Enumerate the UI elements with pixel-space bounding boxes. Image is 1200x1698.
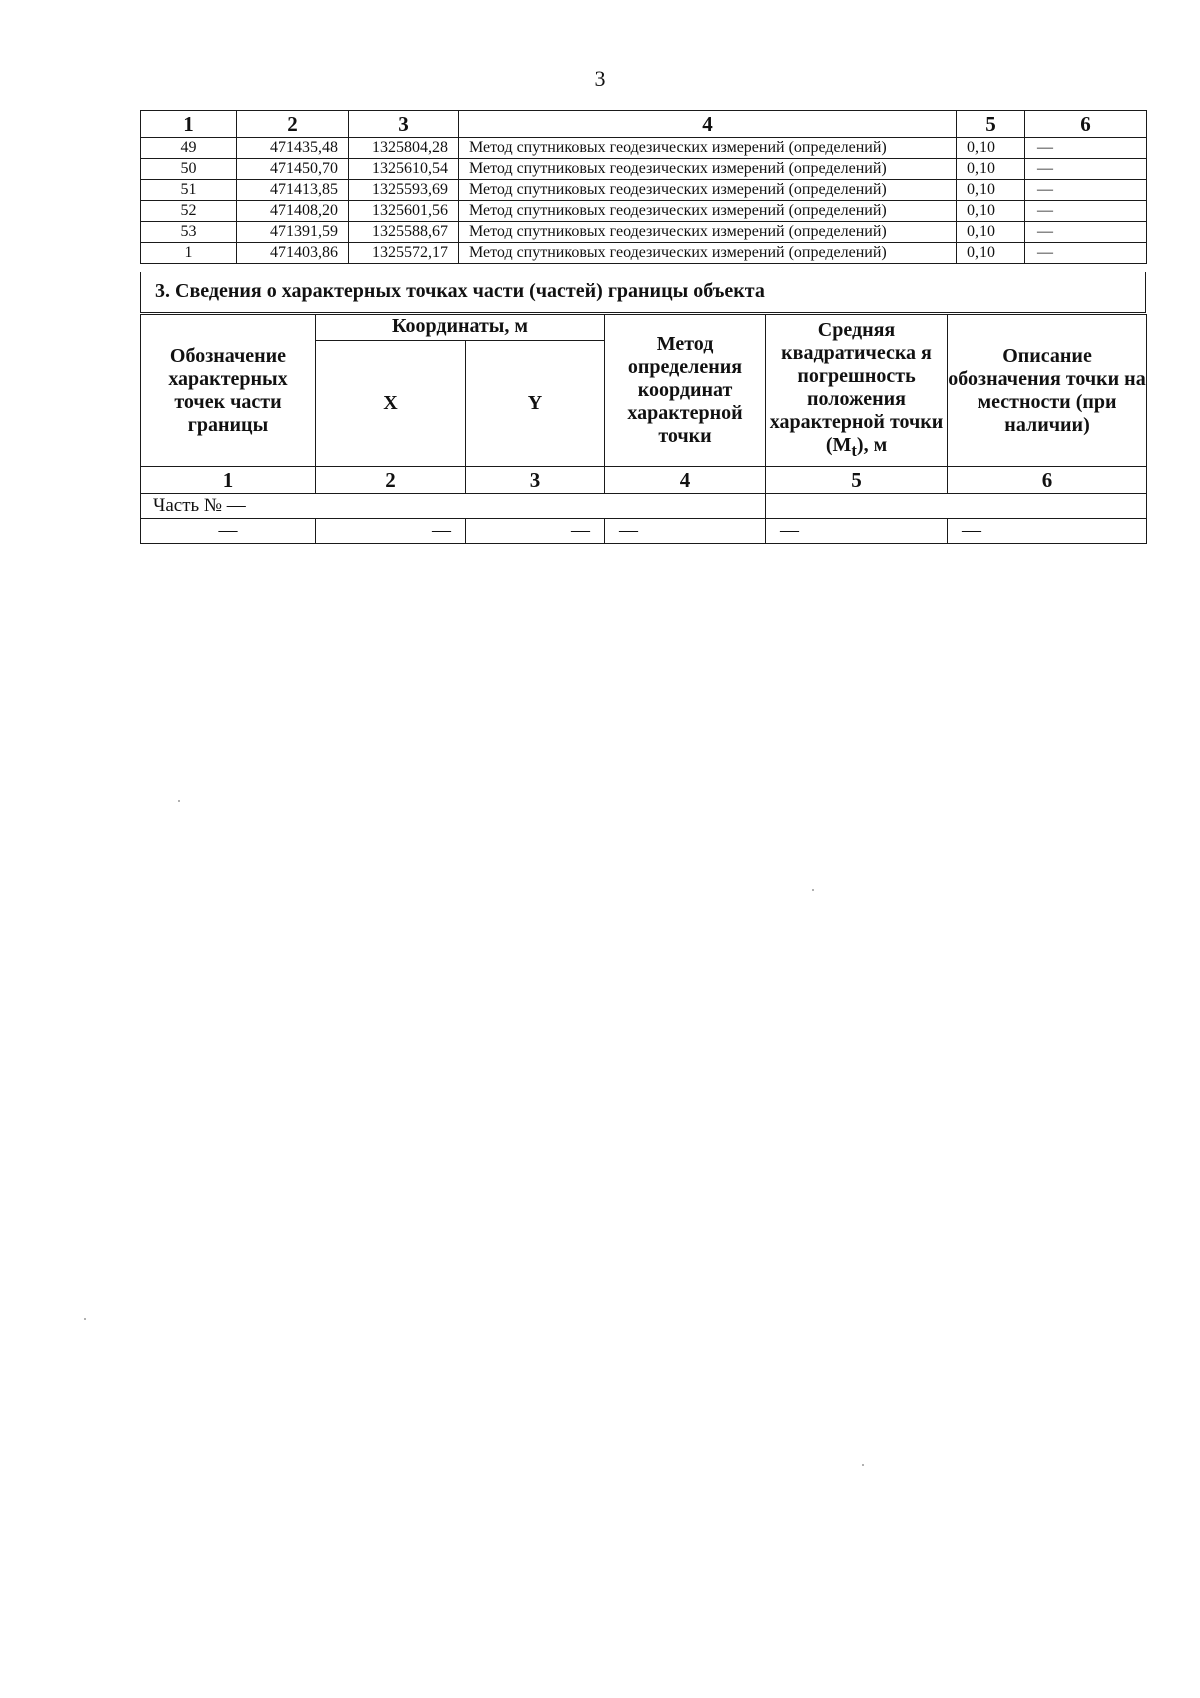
column-number: 5	[766, 467, 948, 494]
scan-speck	[84, 1318, 86, 1320]
header-error	[766, 315, 948, 467]
empty-cell: —	[948, 519, 1147, 544]
coord-y: 1325593,69	[349, 180, 459, 201]
column-number: 1	[141, 467, 316, 494]
description: —	[1025, 159, 1147, 180]
description: —	[1025, 180, 1147, 201]
header-description: Описание обозначения точки на местности (при наличии)	[948, 315, 1147, 467]
scan-speck	[812, 889, 814, 891]
point-number: 52	[141, 201, 237, 222]
part-boundary-points-table	[140, 314, 1147, 544]
table-row	[141, 222, 1147, 243]
coord-y: 1325601,56	[349, 201, 459, 222]
section-title: 3. Сведения о характерных точках части (частей) границы объекта	[155, 280, 765, 302]
coord-x: 471413,85	[237, 180, 349, 201]
point-number: 1	[141, 243, 237, 264]
scan-speck	[178, 800, 180, 802]
column-number: 1	[141, 111, 237, 138]
point-number: 50	[141, 159, 237, 180]
description: —	[1025, 243, 1147, 264]
column-number: 3	[466, 467, 605, 494]
column-number: 3	[349, 111, 459, 138]
empty-cell: —	[466, 519, 605, 544]
coord-x: 471408,20	[237, 201, 349, 222]
column-number: 4	[605, 467, 766, 494]
coord-y: 1325804,28	[349, 138, 459, 159]
section-heading-box	[140, 272, 1146, 313]
point-number: 49	[141, 138, 237, 159]
column-number: 6	[948, 467, 1147, 494]
column-number: 2	[237, 111, 349, 138]
point-number: 51	[141, 180, 237, 201]
table-row	[141, 159, 1147, 180]
header-error-suffix: ), м	[856, 434, 888, 456]
table-row	[141, 138, 1147, 159]
boundary-points-table	[140, 110, 1147, 264]
method: Метод спутниковых геодезических измерений (определений)	[459, 159, 957, 180]
column-number-row	[141, 467, 1147, 494]
header-error-text: Средняя квадратическа я погрешность положения характерной точки (M	[769, 319, 944, 456]
coord-x: 471435,48	[237, 138, 349, 159]
method: Метод спутниковых геодезических измерений (определений)	[459, 243, 957, 264]
description: —	[1025, 201, 1147, 222]
table-row	[141, 519, 1147, 544]
point-number: 53	[141, 222, 237, 243]
column-number: 2	[316, 467, 466, 494]
error: 0,10	[957, 159, 1025, 180]
error: 0,10	[957, 243, 1025, 264]
method: Метод спутниковых геодезических измерений (определений)	[459, 222, 957, 243]
table-header-row	[141, 111, 1147, 138]
header-method: Метод определения координат характерной точки	[605, 315, 766, 467]
header-error-subscript: t	[851, 441, 857, 460]
part-label: Часть № —	[141, 494, 766, 519]
table-row	[141, 201, 1147, 222]
method: Метод спутниковых геодезических измерений (определений)	[459, 180, 957, 201]
header-x: X	[316, 341, 466, 467]
error: 0,10	[957, 138, 1025, 159]
error: 0,10	[957, 180, 1025, 201]
error: 0,10	[957, 201, 1025, 222]
column-number: 6	[1025, 111, 1147, 138]
empty-cell: —	[605, 519, 766, 544]
coord-x: 471450,70	[237, 159, 349, 180]
table-row	[141, 243, 1147, 264]
coord-x: 471391,59	[237, 222, 349, 243]
coord-x: 471403,86	[237, 243, 349, 264]
header-y: Y	[466, 341, 605, 467]
error: 0,10	[957, 222, 1025, 243]
method: Метод спутниковых геодезических измерений (определений)	[459, 138, 957, 159]
part-empty-cell	[766, 494, 1147, 519]
header-designation: Обозначение характерных точек части границы	[141, 315, 316, 467]
method: Метод спутниковых геодезических измерений (определений)	[459, 201, 957, 222]
page-number: 3	[594, 66, 606, 91]
description: —	[1025, 222, 1147, 243]
part-row	[141, 494, 1147, 519]
table-row	[141, 180, 1147, 201]
empty-cell: —	[766, 519, 948, 544]
coord-y: 1325588,67	[349, 222, 459, 243]
scan-speck	[862, 1464, 864, 1466]
coord-y: 1325572,17	[349, 243, 459, 264]
header-coordinates: Координаты, м	[316, 315, 605, 341]
table-header-row	[141, 315, 1147, 341]
empty-cell: —	[141, 519, 316, 544]
column-number: 4	[459, 111, 957, 138]
column-number: 5	[957, 111, 1025, 138]
description: —	[1025, 138, 1147, 159]
empty-cell: —	[316, 519, 466, 544]
coord-y: 1325610,54	[349, 159, 459, 180]
